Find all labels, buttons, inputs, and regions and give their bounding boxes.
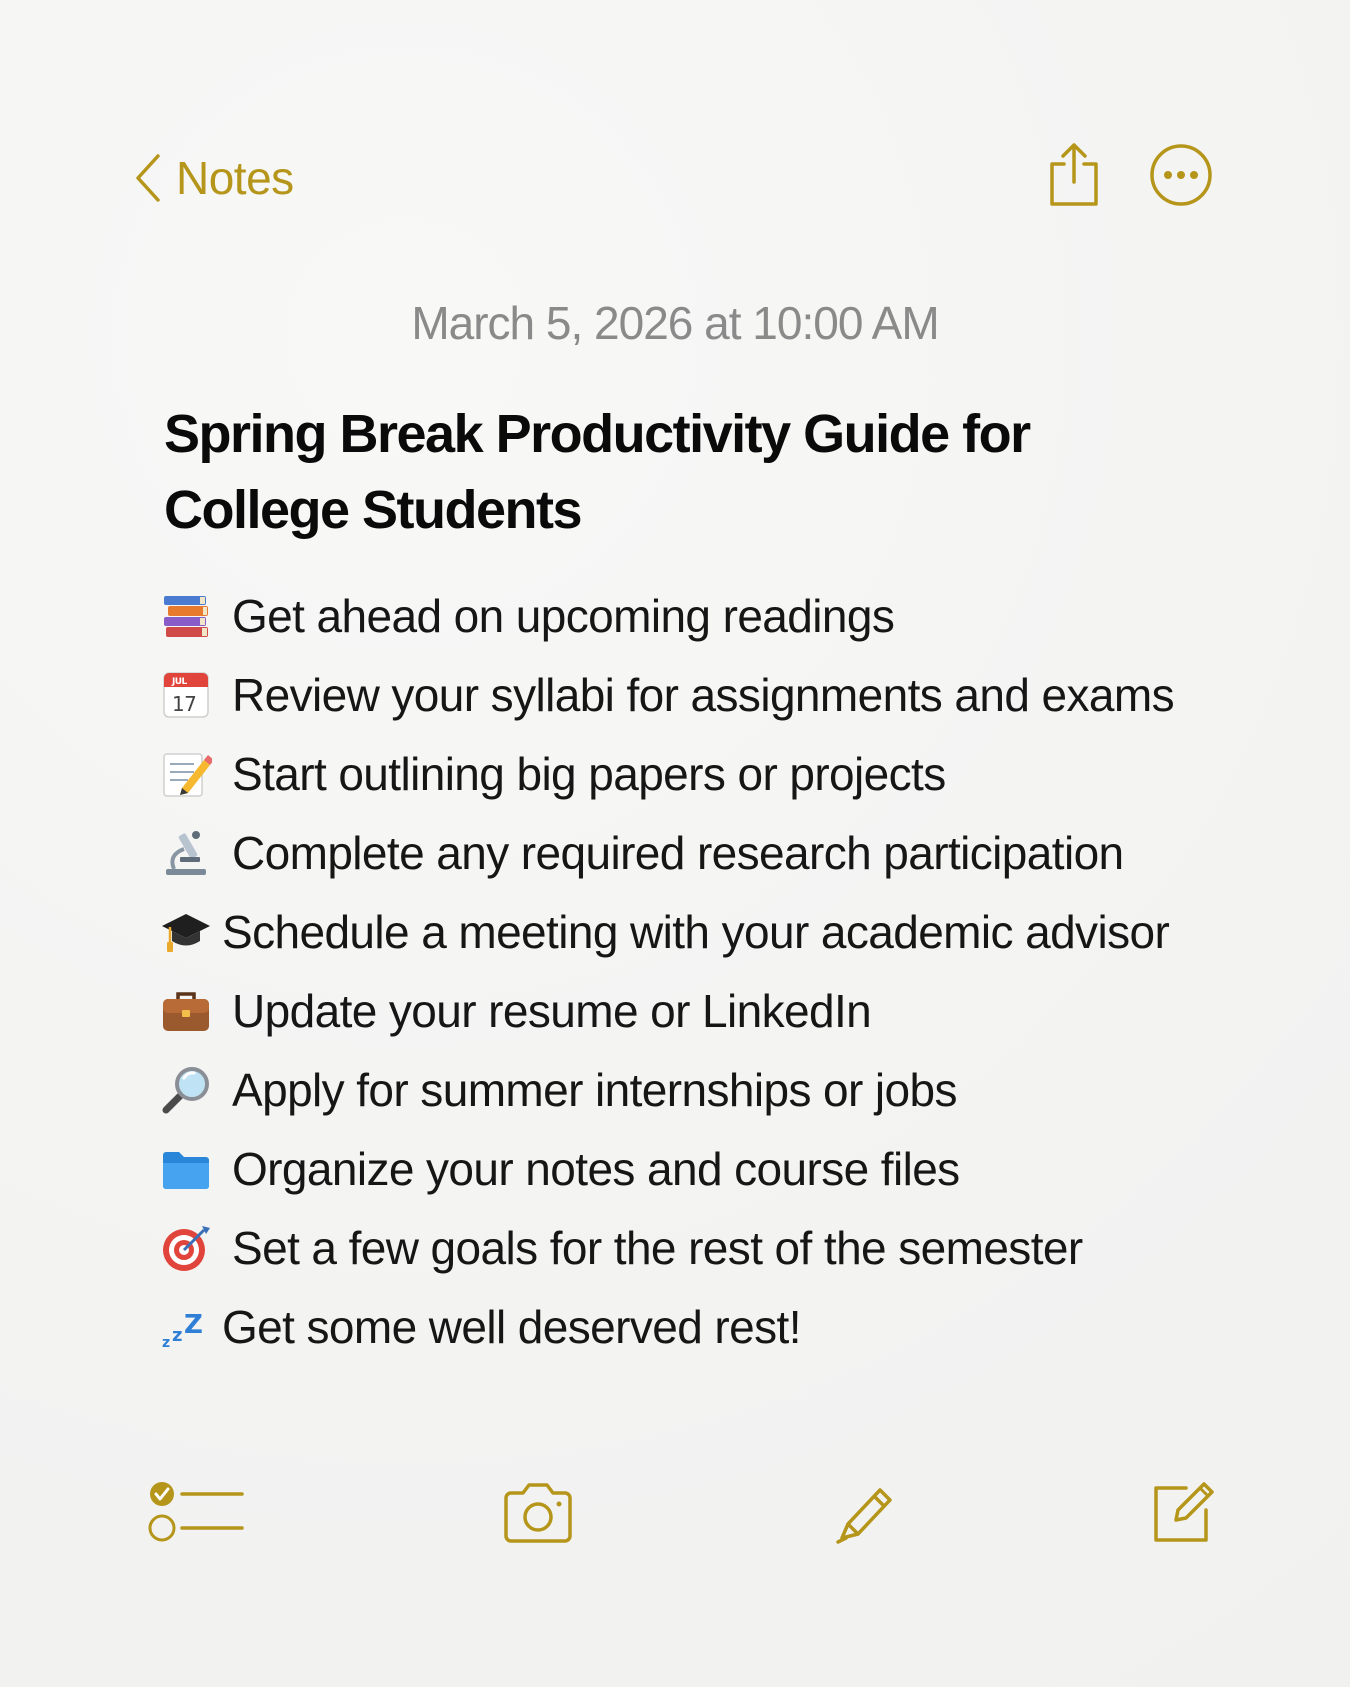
note-title-line-2: College Students bbox=[164, 480, 582, 540]
svg-text:JUL: JUL bbox=[172, 676, 187, 687]
list-item: Set a few goals for the rest of the semester bbox=[160, 1208, 1290, 1287]
note-body-list[interactable] bbox=[160, 576, 1290, 1366]
checklist-icon[interactable] bbox=[146, 1480, 246, 1548]
back-label: Notes bbox=[176, 152, 294, 204]
calendar-icon bbox=[160, 669, 212, 721]
list-item: Get ahead on upcoming readings bbox=[160, 576, 1290, 655]
compose-icon[interactable] bbox=[1150, 1478, 1216, 1544]
bottom-toolbar bbox=[0, 1460, 1350, 1580]
camera-icon[interactable] bbox=[500, 1480, 576, 1546]
markup-pen-icon[interactable] bbox=[832, 1480, 898, 1546]
more-options-icon[interactable] bbox=[1148, 142, 1214, 208]
folder-icon bbox=[160, 1143, 212, 1195]
svg-text:z: z bbox=[172, 1324, 182, 1346]
magnifying-glass-icon bbox=[160, 1064, 212, 1116]
navigation-bar bbox=[0, 0, 1350, 260]
svg-text:Z: Z bbox=[184, 1309, 203, 1340]
list-item: JUL 17 Review your syllabi for assignments and exams bbox=[160, 655, 1290, 734]
list-item: z z Z Get some well deserved rest! bbox=[162, 1300, 801, 1353]
note-date: March 5, 2026 at 10:00 AM bbox=[411, 297, 939, 349]
note-title-line-1: Spring Break Productivity Guide for bbox=[164, 404, 1030, 464]
svg-text:z: z bbox=[162, 1334, 170, 1351]
memo-icon bbox=[160, 748, 212, 800]
share-icon[interactable] bbox=[1044, 140, 1104, 208]
back-button[interactable] bbox=[132, 148, 294, 208]
briefcase-icon bbox=[160, 985, 212, 1037]
zzz-icon bbox=[160, 1301, 212, 1353]
note-title[interactable] bbox=[164, 396, 1164, 548]
graduation-cap-icon bbox=[160, 906, 212, 958]
target-icon bbox=[160, 1222, 212, 1274]
svg-text:17: 17 bbox=[172, 691, 197, 716]
list-item: Update your resume or LinkedIn bbox=[160, 971, 1290, 1050]
list-item: Complete any required research participation bbox=[160, 813, 1290, 892]
microscope-icon bbox=[160, 827, 212, 879]
list-item: Start outlining big papers or projects bbox=[160, 734, 1290, 813]
list-item: Apply for summer internships or jobs bbox=[160, 1050, 1290, 1129]
list-item: Organize your notes and course files bbox=[160, 1129, 1290, 1208]
chevron-left-icon bbox=[132, 150, 166, 206]
list-item: Schedule a meeting with your academic advisor bbox=[160, 892, 1290, 971]
books-icon bbox=[160, 590, 212, 642]
